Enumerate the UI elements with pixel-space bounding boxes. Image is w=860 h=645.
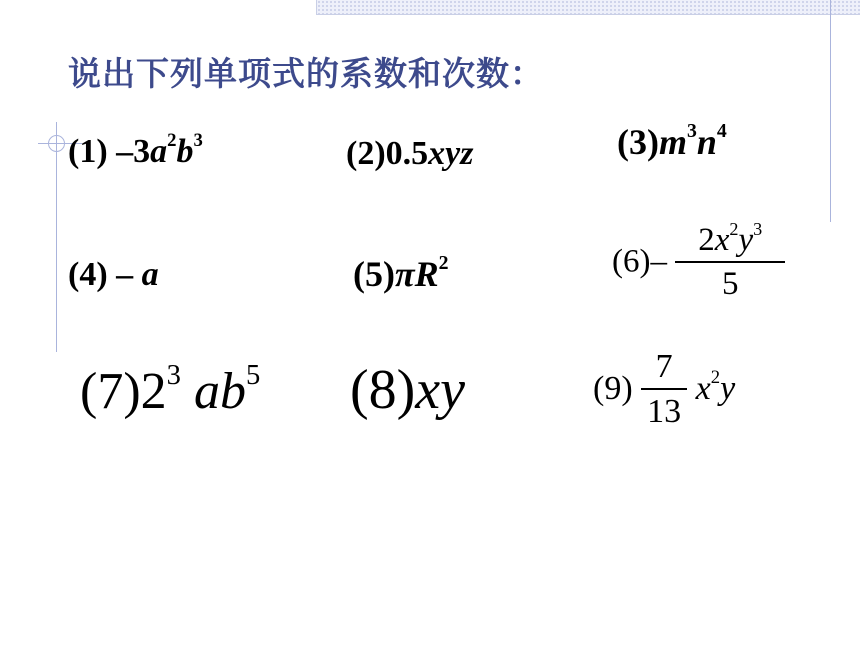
- exponent: 2: [710, 367, 721, 389]
- variable: x: [695, 370, 711, 408]
- exponent: 5: [245, 359, 261, 391]
- variable: R: [414, 254, 439, 294]
- fraction-numerator: 7: [655, 348, 673, 385]
- decorative-circle: [48, 135, 65, 152]
- pi-symbol: π: [394, 254, 415, 294]
- fraction: [675, 218, 785, 302]
- exponent: 3: [753, 218, 763, 239]
- fraction: [641, 348, 687, 430]
- monomial-8: [350, 359, 466, 421]
- coefficient: 0.5: [385, 135, 429, 172]
- variable: y: [720, 370, 736, 408]
- fraction-bar: [641, 388, 687, 390]
- variable: a: [141, 256, 159, 293]
- left-decorative-line: [56, 122, 57, 352]
- monomial-5: [353, 252, 449, 294]
- variables: xyz: [428, 135, 474, 172]
- item-label: (7): [80, 363, 141, 420]
- variable: m: [658, 122, 687, 162]
- fraction-numerator: [675, 218, 785, 258]
- item-label: (8): [350, 359, 416, 421]
- monomial-1: [68, 130, 203, 170]
- monomial-2: [346, 137, 473, 171]
- variables: ab: [193, 363, 246, 420]
- fraction-denominator: 5: [721, 265, 739, 302]
- fraction-denominator: 13: [647, 392, 682, 430]
- variables: xy: [415, 359, 466, 421]
- minus-sign: –: [116, 256, 134, 293]
- exponent: 2: [438, 252, 449, 275]
- monomial-4: [68, 258, 159, 292]
- monomial-9: [593, 348, 735, 430]
- monomial-3: [617, 120, 727, 162]
- item-label: (2): [346, 135, 386, 172]
- exponent: 3: [166, 359, 181, 391]
- variable: n: [696, 122, 717, 162]
- variable: y: [738, 222, 754, 258]
- item-label: (5): [353, 254, 395, 294]
- exponent: 2: [167, 130, 177, 152]
- base-number: 2: [140, 363, 167, 420]
- minus-sign: –: [650, 243, 667, 280]
- item-label: (6): [612, 243, 651, 280]
- variable: b: [176, 133, 194, 170]
- fraction-bar: [675, 261, 785, 263]
- exponent: 3: [687, 120, 697, 143]
- item-label: (9): [593, 370, 633, 408]
- exponent: 2: [729, 218, 739, 239]
- variable: x: [714, 222, 730, 258]
- exponent: 4: [716, 120, 727, 143]
- minus-sign: –: [116, 133, 134, 170]
- right-decorative-line: [830, 0, 831, 222]
- monomial-7: [80, 359, 261, 420]
- variable: a: [150, 133, 168, 170]
- item-label: (4): [68, 256, 108, 293]
- monomial-6: [612, 218, 785, 302]
- coefficient: 2: [698, 222, 715, 258]
- slide-title: 说出下列单项式的系数和次数：: [68, 54, 544, 93]
- top-decorative-band: [316, 0, 860, 15]
- coefficient: 3: [133, 133, 151, 170]
- exponent: 3: [193, 130, 203, 152]
- item-label: (3): [617, 122, 659, 162]
- item-label: (1): [68, 133, 108, 170]
